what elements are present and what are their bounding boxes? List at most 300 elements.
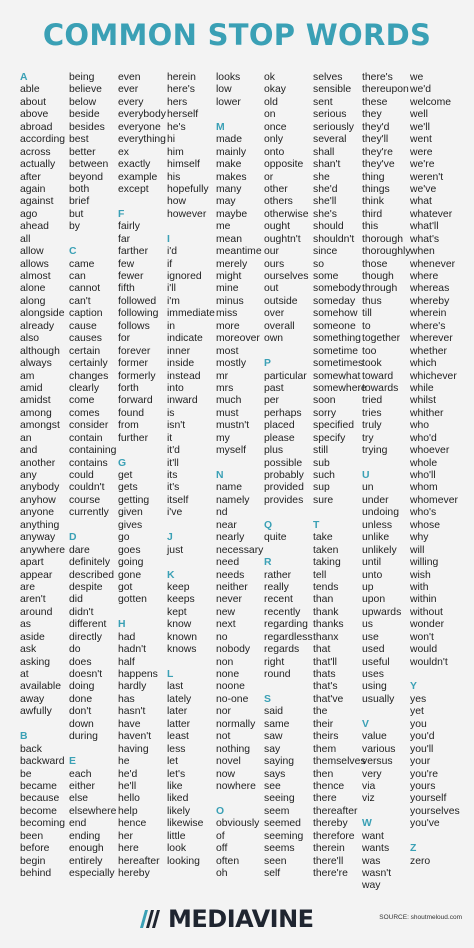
stop-word: when [410, 246, 435, 258]
stop-word: keeps [167, 594, 195, 606]
stop-word: anything [20, 519, 60, 531]
stop-word: unlikely [362, 544, 397, 556]
stop-word: who'll [410, 470, 436, 481]
stop-word: you've [410, 818, 440, 830]
stop-word: rather [264, 569, 292, 581]
stop-word: off [216, 843, 228, 855]
letter-heading: C [69, 246, 77, 258]
spacer [216, 109, 263, 121]
stop-word: though [362, 271, 394, 282]
stop-word: mean [216, 233, 242, 245]
stop-word: thus [362, 295, 382, 307]
stop-word: it's [167, 482, 180, 494]
stop-word: instead [167, 370, 201, 382]
stop-word: somehow [313, 308, 358, 320]
stop-word: onto [264, 146, 285, 158]
stop-word: among [20, 407, 52, 419]
stop-word: your [410, 756, 431, 768]
stop-word: someday [313, 295, 356, 307]
stop-word: myself [216, 445, 247, 457]
stop-word: he'll [118, 780, 137, 792]
stop-word: there're [313, 868, 348, 879]
footer [0, 890, 474, 948]
word-column [264, 72, 313, 880]
stop-word: liked [167, 793, 189, 805]
letter-heading: B [20, 731, 28, 743]
word-column [118, 72, 166, 880]
stop-word: truly [362, 420, 382, 432]
stop-word: either [69, 780, 95, 792]
stop-word: an [20, 432, 32, 444]
stop-word: other [264, 183, 288, 195]
letter-heading: P [264, 358, 271, 370]
stop-word: could [69, 470, 94, 481]
stop-word: wonder [410, 619, 445, 631]
stop-word: what's [410, 233, 440, 245]
letter-heading: E [69, 756, 76, 768]
stop-word: selves [313, 72, 343, 83]
stop-word: sorry [313, 407, 337, 419]
stop-word: becoming [20, 818, 66, 830]
stop-word: appear [20, 569, 53, 581]
stop-word: against [20, 196, 54, 208]
stop-word: lately [167, 693, 192, 705]
stop-word: none [216, 669, 240, 680]
stop-word: any [20, 470, 37, 481]
stop-word: over [264, 308, 285, 320]
stop-word: brief [69, 196, 90, 208]
stop-word: probably [264, 470, 304, 481]
stop-word: further [118, 432, 149, 444]
stop-word: who [410, 420, 430, 432]
stop-word: really [264, 581, 289, 593]
stop-word: most [216, 345, 239, 357]
stop-word: whereas [410, 283, 450, 295]
stop-word: sometimes [313, 358, 364, 370]
stop-word: need [216, 557, 240, 569]
stop-word: definitely [69, 557, 111, 569]
stop-word: also [20, 333, 40, 345]
stop-word: described [69, 569, 115, 581]
stop-word: of [216, 830, 225, 842]
stop-word: hardly [118, 681, 147, 693]
stop-word: seen [264, 855, 287, 867]
stop-word: go [118, 532, 130, 544]
stop-word: otherwise [264, 208, 309, 220]
stop-word: want [362, 830, 384, 842]
stop-word: being [69, 72, 95, 83]
spacer [410, 669, 460, 681]
stop-word: whomever [410, 494, 458, 506]
stop-word: became [20, 780, 57, 792]
word-column [362, 72, 411, 893]
stop-word: thank [313, 606, 339, 618]
stop-word: whither [410, 407, 444, 419]
stop-word: would [410, 644, 438, 656]
stop-word: tell [313, 569, 327, 581]
stop-word: anyway [20, 532, 56, 544]
stop-word: thereafter [313, 805, 358, 817]
stop-word: oh [216, 868, 228, 879]
stop-word: therein [313, 843, 345, 855]
stop-word: provided [264, 482, 304, 494]
stop-word: thence [313, 780, 345, 792]
spacer [167, 657, 215, 669]
stop-word: can't [69, 295, 91, 307]
stop-word: ago [20, 208, 38, 220]
stop-word: whenever [410, 258, 456, 270]
stop-word: fairly [118, 221, 140, 233]
stop-word: that've [313, 693, 344, 705]
word-column [410, 72, 460, 868]
letter-heading: Z [410, 843, 417, 855]
stop-word: awfully [20, 706, 52, 718]
stop-word: she'd [313, 183, 338, 195]
stop-word: you'll [410, 743, 434, 755]
stop-word: overall [264, 320, 295, 332]
letter-heading: L [167, 669, 174, 680]
stop-word: unlike [362, 532, 390, 544]
stop-word: uses [362, 669, 384, 680]
stop-word: shall [313, 146, 335, 158]
stop-word: such [313, 470, 335, 481]
stop-word: happens [118, 669, 158, 680]
stop-word: end [69, 818, 87, 830]
spacer [167, 520, 215, 532]
spacer [362, 806, 411, 818]
stop-word: used [362, 644, 385, 656]
letter-heading: K [167, 569, 175, 581]
stop-word: here's [167, 84, 195, 96]
stop-word: nowhere [216, 780, 256, 792]
stop-word: as [20, 619, 31, 631]
stop-word: often [216, 855, 240, 867]
stop-word: isn't [167, 420, 186, 432]
stop-word: nd [216, 507, 228, 519]
stop-word: how [167, 196, 187, 208]
stop-word: ending [69, 830, 101, 842]
stop-word: only [264, 134, 284, 146]
stop-word: another [20, 457, 56, 469]
stop-word: usually [362, 693, 395, 705]
stop-word: made [216, 134, 242, 146]
stop-word: too [362, 345, 377, 357]
stop-word: couldn't [69, 482, 105, 494]
stop-word: said [264, 706, 284, 718]
stop-word: around [20, 606, 53, 618]
stop-word: say [264, 743, 281, 755]
stop-word: certain [69, 345, 101, 357]
stop-word: outside [264, 295, 298, 307]
stop-word: trying [362, 445, 388, 457]
stop-word: asking [20, 656, 51, 668]
stop-word: mrs [216, 382, 234, 394]
stop-word: our [264, 246, 280, 258]
stop-word: wherein [410, 308, 447, 320]
stop-word: still [313, 445, 329, 457]
stop-word: least [167, 731, 189, 743]
stop-word: ought [264, 221, 291, 233]
stop-word: consider [69, 420, 109, 432]
stop-word: upwards [362, 606, 402, 618]
stop-word: formerly [118, 370, 156, 382]
stop-word: found [118, 407, 145, 419]
stop-word: already [20, 320, 55, 332]
spacer [69, 234, 116, 246]
stop-word: this [362, 221, 379, 233]
stop-word: together [362, 333, 401, 345]
spacer [264, 681, 313, 693]
stop-word: seemed [264, 818, 301, 830]
stop-word: doesn't [69, 669, 103, 680]
stop-word: unless [362, 519, 393, 531]
stop-word: yours [410, 780, 436, 792]
stop-word: wants [362, 843, 390, 855]
stop-word: fifth [118, 283, 135, 295]
stop-word: become [20, 805, 57, 817]
stop-word: causes [69, 333, 102, 345]
stop-word: going [118, 557, 144, 569]
stop-word: now [216, 768, 236, 780]
stop-word: right [264, 656, 285, 668]
stop-word: about [20, 96, 47, 108]
spacer [264, 507, 313, 519]
stop-word: from [118, 420, 139, 432]
stop-word: changes [69, 370, 109, 382]
stop-word: seriously [313, 121, 354, 133]
stop-word: whom [410, 482, 438, 494]
stop-word: immediate [167, 308, 215, 320]
stop-word: yourself [410, 793, 447, 805]
stop-word: it'd [167, 445, 180, 457]
stop-word: minus [216, 295, 244, 307]
stop-word: thanks [313, 619, 344, 631]
stop-word: backward [20, 756, 65, 768]
word-column [69, 72, 116, 880]
stop-word: where's [410, 320, 446, 332]
stop-word: for [118, 333, 131, 345]
stop-word: farther [118, 246, 149, 258]
stop-word: were [410, 146, 433, 158]
stop-word: just [167, 544, 184, 556]
letter-heading: F [118, 208, 125, 220]
stop-word: what'll [410, 221, 439, 233]
letter-heading: T [313, 519, 320, 531]
stop-word: on [264, 109, 276, 121]
word-column [20, 72, 65, 880]
stop-word: went [410, 134, 432, 146]
stop-word: things [362, 183, 390, 195]
stop-word: each [69, 768, 92, 780]
stop-word: by [69, 221, 80, 233]
stop-word: own [264, 333, 284, 345]
stop-word: inward [167, 395, 198, 407]
stop-word: containing [69, 445, 117, 457]
stop-word: shan't [313, 159, 341, 171]
stop-word: no-one [216, 693, 249, 705]
stop-word: nothing [216, 743, 251, 755]
stop-word: toward [362, 370, 394, 382]
stop-word: maybe [216, 208, 248, 220]
stop-word: thing [362, 171, 385, 183]
stop-word: thorough [362, 233, 404, 245]
stop-word: somewhat [313, 370, 361, 382]
stop-word: well [410, 109, 428, 121]
stop-word: next [216, 619, 236, 631]
stop-word: alone [20, 283, 46, 295]
stop-word: haven't [118, 731, 152, 743]
stop-word: is [167, 407, 175, 419]
stop-word: wasn't [362, 868, 392, 879]
stop-word: yet [410, 706, 424, 718]
stop-word: meantime [216, 246, 262, 258]
stop-word: mostly [216, 358, 247, 370]
stop-word: nobody [216, 644, 251, 656]
stop-word: last [167, 681, 184, 693]
stop-word: anywhere [20, 544, 66, 556]
stop-word: help [118, 805, 138, 817]
stop-word: some [313, 271, 339, 282]
stop-word: weren't [410, 171, 444, 183]
stop-word: makes [216, 171, 247, 183]
stop-word: who'd [410, 432, 437, 444]
stop-word: we've [410, 183, 437, 195]
stop-word: hasn't [118, 706, 146, 718]
letter-heading: V [362, 718, 369, 730]
stop-word: under [362, 494, 389, 506]
stop-word: get [118, 470, 133, 481]
stop-word: those [362, 258, 388, 270]
stop-word: him [167, 146, 184, 158]
stop-word: in [167, 320, 176, 332]
stop-word: obviously [216, 818, 260, 830]
stop-word: there's [362, 72, 393, 83]
stop-word: saw [264, 731, 283, 743]
stop-word: alongside [20, 308, 65, 320]
spacer [118, 607, 166, 619]
stop-word: herself [167, 109, 199, 121]
stop-word: aren't [20, 594, 46, 606]
stop-word: thereby [313, 818, 348, 830]
stop-word: saying [264, 756, 295, 768]
stop-word: allows [20, 258, 49, 270]
stop-word: gives [118, 519, 143, 531]
stop-word: above [20, 109, 49, 121]
stop-word: wherever [410, 333, 453, 345]
stop-word: use [362, 631, 379, 643]
letter-heading: I [167, 233, 170, 245]
stop-word: don't [69, 706, 92, 718]
stop-word: won't [410, 631, 434, 643]
stop-word: namely [216, 494, 250, 506]
stop-word: yes [410, 693, 427, 705]
stop-word: again [20, 183, 46, 195]
stop-word: example [118, 171, 158, 183]
stop-word: ahead [20, 221, 49, 233]
stop-word: took [362, 358, 382, 370]
stop-word: several [313, 134, 347, 146]
letter-heading: Q [264, 519, 273, 531]
stop-word: old [264, 96, 278, 108]
stop-word: they're [362, 146, 393, 158]
stop-word: fewer [118, 271, 144, 282]
stop-word: whether [410, 345, 447, 357]
stop-word: various [362, 743, 396, 755]
stop-word: begin [20, 855, 46, 867]
stop-word: amid [20, 382, 43, 394]
stop-word: likewise [167, 818, 204, 830]
stop-word: anyhow [20, 494, 56, 506]
stop-word: less [167, 743, 186, 755]
stop-word: should [313, 221, 344, 233]
stop-word: had [118, 631, 136, 643]
stop-word: you're [410, 768, 438, 780]
stop-word: more [216, 320, 240, 332]
stop-word: useful [362, 656, 390, 668]
stop-word: with [410, 581, 429, 593]
stop-word: itself [167, 494, 189, 506]
stop-word: however [167, 208, 207, 220]
stop-word: placed [264, 420, 295, 432]
stop-word: got [118, 581, 133, 593]
stop-word: welcome [410, 96, 451, 108]
stop-word: must [216, 407, 239, 419]
stop-word: whatever [410, 208, 453, 220]
stop-word: recently [264, 606, 301, 618]
stop-word: we're [410, 159, 435, 171]
stop-word: that's [313, 681, 338, 693]
stop-word: gets [118, 482, 138, 494]
stop-word: do [69, 644, 81, 656]
stop-word: regardless [264, 631, 313, 643]
stop-word: else [69, 793, 89, 805]
stop-word: whereby [410, 295, 450, 307]
stop-word: near [216, 519, 237, 531]
stop-word: which [410, 358, 437, 370]
stop-word: towards [362, 382, 399, 394]
stop-word: might [216, 271, 242, 282]
stop-word: let's [167, 768, 186, 780]
stop-word: it [167, 432, 173, 444]
stop-word: looks [216, 72, 241, 83]
spacer [216, 458, 263, 470]
stop-word: lower [216, 96, 241, 108]
stop-word: oughtn't [264, 233, 301, 245]
stop-word: same [264, 718, 290, 730]
stop-word: both [69, 183, 90, 195]
stop-word: necessary [216, 544, 264, 556]
stop-word: sup [313, 482, 330, 494]
stop-word: they'll [362, 134, 389, 146]
stop-word: whole [410, 457, 438, 469]
stop-word: keep [167, 581, 190, 593]
stop-word: value [362, 731, 387, 743]
stop-word: everybody [118, 109, 166, 121]
letter-heading: W [362, 818, 372, 830]
spacer [69, 744, 116, 756]
stop-word: there'll [313, 855, 344, 867]
stop-word: seem [264, 805, 290, 817]
stop-word: he [118, 756, 130, 768]
stop-word: away [20, 693, 45, 705]
stop-word: comes [69, 407, 100, 419]
stop-word: seeming [264, 830, 304, 842]
stop-word: quite [264, 532, 287, 544]
stop-word: even [118, 72, 141, 83]
stop-word: forward [118, 395, 153, 407]
stop-word: her [118, 830, 134, 842]
mediavine-logo-icon [138, 908, 164, 930]
